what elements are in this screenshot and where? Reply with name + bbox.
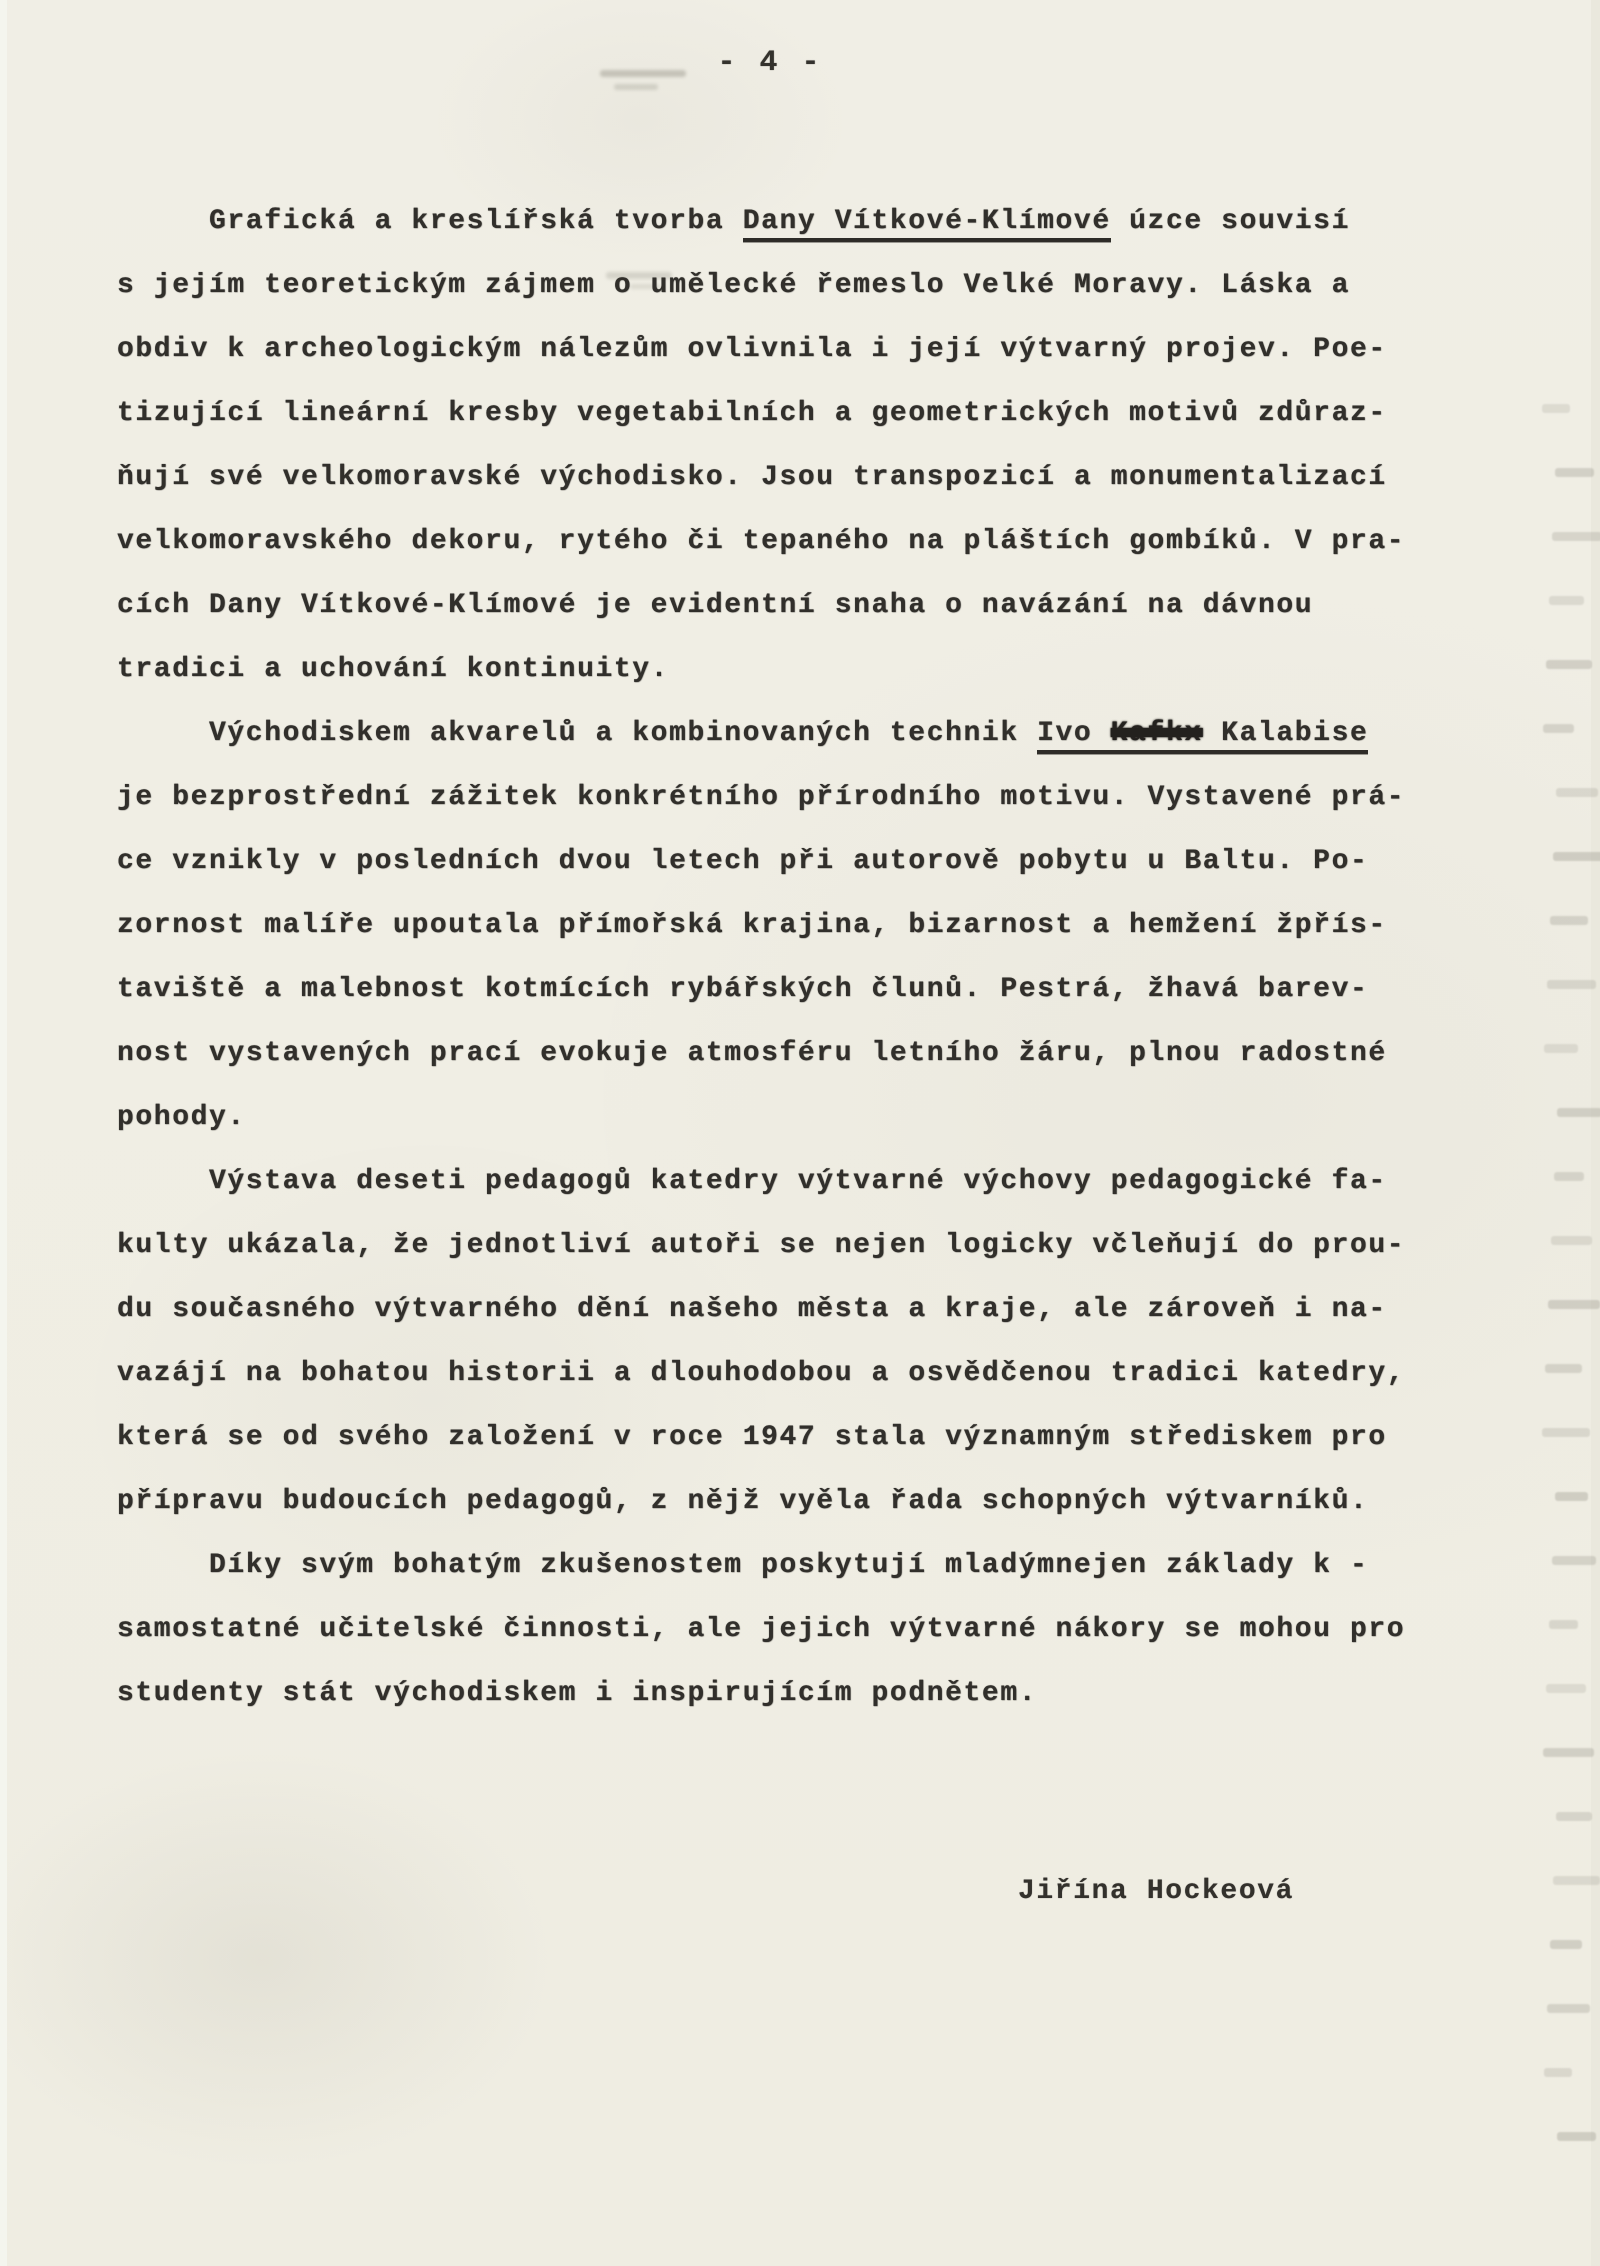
bleedthrough-dash xyxy=(1545,1364,1582,1373)
typed-line: nost vystavených prací evokuje atmosféru letního žáru, plnou radostné xyxy=(117,1038,1387,1069)
bleedthrough-dash xyxy=(1544,1044,1578,1053)
bleedthrough-dash xyxy=(1556,1812,1592,1821)
typed-line: cích Dany Vítkové-Klímové je evidentní snaha o navázání na dávnou xyxy=(117,590,1314,621)
typed-line: s jejím teoretickým zájmem o umělecké řemeslo Velké Moravy. Láska a xyxy=(117,270,1350,301)
typed-line: přípravu budoucích pedagogů, z nějž vyěla řada schopných výtvarníků. xyxy=(117,1486,1369,1517)
typed-line: vazájí na bohatou historii a dlouhodobou a osvědčenou tradici katedry, xyxy=(117,1358,1406,1389)
typed-line: velkomoravského dekoru, rytého či tepaného na pláštích gombíků. V pra- xyxy=(117,526,1406,557)
bleedthrough-dash xyxy=(1543,724,1574,733)
typed-line xyxy=(117,190,1537,254)
bleedthrough-dash xyxy=(1548,1300,1600,1309)
bleedthrough-dash xyxy=(1554,1172,1584,1181)
underlined-name xyxy=(1037,718,1368,754)
typed-line: zornost malíře upoutala přímořská krajina, bizarnost a hemžení žpřís- xyxy=(117,910,1387,941)
page-number: - 4 - xyxy=(717,46,823,80)
bleedthrough-dash xyxy=(1550,916,1588,925)
typed-line: tizující lineární kresby vegetabilních a geometrických motivů zdůraz- xyxy=(117,398,1387,429)
bleedthrough-dash xyxy=(1552,532,1600,541)
bleedthrough-dash xyxy=(1542,1428,1590,1437)
underlined-name: Dany Vítkové-Klímové xyxy=(743,206,1111,242)
pencil-smudge xyxy=(614,84,658,90)
bleedthrough-dash xyxy=(1552,1556,1596,1565)
pencil-smudge xyxy=(600,70,686,77)
bleedthrough-dash xyxy=(1551,1236,1592,1245)
typed-line: ce vznikly v posledních dvou letech při autorově pobytu u Baltu. Po- xyxy=(117,846,1369,877)
typed-line: taviště a malebnost kotmících rybářských člunů. Pestrá, žhavá barev- xyxy=(117,974,1369,1005)
bleedthrough-dash xyxy=(1544,2068,1572,2077)
typed-line: tradici a uchování kontinuity. xyxy=(117,654,670,685)
bleedthrough-dash xyxy=(1546,1684,1586,1693)
line-text: Východiskem akvarelů a kombinovaných technik xyxy=(209,718,1038,749)
line-text: úzce souvisí xyxy=(1110,206,1350,237)
scan-edge-left xyxy=(0,0,7,2266)
bleedthrough-dash xyxy=(1555,468,1594,477)
bleedthrough-dash xyxy=(1547,2004,1590,2013)
line-text: Kalabise xyxy=(1202,718,1369,749)
bleedthrough-dash xyxy=(1553,852,1600,861)
typed-line: samostatné učitelské činnosti, ale jejich výtvarné nákory se mohou pro xyxy=(117,1614,1406,1645)
bleedthrough-dash xyxy=(1543,1748,1594,1757)
bleedthrough-dash xyxy=(1553,1876,1600,1885)
bleedthrough-dash xyxy=(1542,404,1570,413)
bleedthrough-dash xyxy=(1556,788,1598,797)
bleedthrough-dash xyxy=(1549,1620,1578,1629)
bleedthrough-dash xyxy=(1546,660,1592,669)
bleedthrough-dash xyxy=(1557,1108,1600,1117)
bleedthrough-dash xyxy=(1557,2132,1596,2141)
typed-line: kulty ukázala, že jednotliví autoři se nejen logicky včleňují do prou- xyxy=(117,1230,1406,1261)
typed-line: která se od svého založení v roce 1947 stala významným střediskem pro xyxy=(117,1422,1387,1453)
typed-line: pohody. xyxy=(117,1102,246,1133)
bleedthrough-dash xyxy=(1555,1492,1588,1501)
typed-line: Díky svým bohatým zkušenostem poskytují mladýmnejen základy k - xyxy=(209,1550,1369,1581)
bleedthrough-dash xyxy=(1549,596,1584,605)
line-text: Grafická a kreslířská tvorba xyxy=(209,206,743,237)
typed-line: Výstava deseti pedagogů katedry výtvarné výchovy pedagogické fa- xyxy=(209,1166,1387,1197)
document-body xyxy=(117,190,1537,1726)
struck-out-word: Kafkx xyxy=(1110,718,1203,749)
typed-line: du současného výtvarného dění našeho města a kraje, ale zároveň i na- xyxy=(117,1294,1387,1325)
bleedthrough-dash xyxy=(1547,980,1596,989)
typed-line: ňují své velkomoravské východisko. Jsou transpozicí a monumentalizací xyxy=(117,462,1387,493)
scan-edge-right xyxy=(1591,0,1600,2266)
bleedthrough-dash xyxy=(1550,1940,1582,1949)
signature: Jiřína Hockeová xyxy=(1018,1876,1295,1907)
line-text: Ivo xyxy=(1037,718,1111,749)
typed-line: studenty stát východiskem i inspirujícím podnětem. xyxy=(117,1678,1038,1709)
typed-line xyxy=(117,702,1537,766)
typed-line: obdiv k archeologickým nálezům ovlivnila i její výtvarný projev. Poe- xyxy=(117,334,1387,365)
typed-line: je bezprostřední zážitek konkrétního přírodního motivu. Vystavené prá- xyxy=(117,782,1406,813)
